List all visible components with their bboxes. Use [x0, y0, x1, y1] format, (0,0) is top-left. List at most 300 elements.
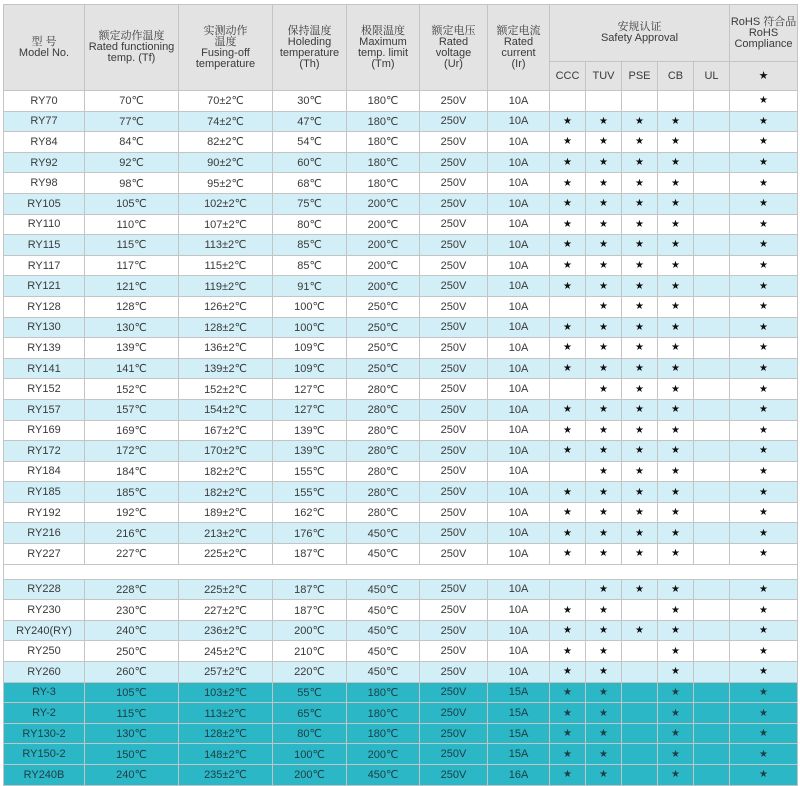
cell-max-temp: 450℃ — [347, 620, 420, 641]
cell-cb-star-icon: ★ — [658, 152, 694, 173]
cell-ccc-star-icon: ★ — [550, 338, 586, 359]
table-row — [4, 723, 798, 744]
table-row — [4, 620, 798, 641]
cell-ul-star-icon — [694, 482, 730, 503]
cell-holding-temp: 139℃ — [273, 441, 347, 462]
cell-tuv-star-icon — [586, 91, 622, 112]
cell-ccc-star-icon: ★ — [550, 544, 586, 565]
header-rated-voltage-en1: Rated — [438, 35, 469, 48]
cell-ccc-star-icon — [550, 461, 586, 482]
cell-holding-temp: 60℃ — [273, 152, 347, 173]
header-model-en: Model No. — [18, 46, 70, 59]
cell-rated-temp: 139℃ — [85, 338, 179, 359]
cell-ccc-star-icon: ★ — [550, 132, 586, 153]
cell-model: RY150-2 — [4, 744, 85, 765]
cell-model: RY192 — [4, 502, 85, 523]
cell-tuv-star-icon: ★ — [586, 132, 622, 153]
table-row — [4, 296, 798, 317]
table-row — [4, 152, 798, 173]
cell-rated-current: 10A — [488, 502, 550, 523]
cell-pse-star-icon: ★ — [622, 399, 658, 420]
cell-model: RY260 — [4, 662, 85, 683]
cell-holding-temp: 30℃ — [273, 91, 347, 112]
cell-fusing-temp: 257±2℃ — [179, 662, 273, 683]
cell-max-temp: 280℃ — [347, 441, 420, 462]
cell-cb-star-icon: ★ — [658, 723, 694, 744]
cell-rated-current: 10A — [488, 317, 550, 338]
cell-fusing-temp: 182±2℃ — [179, 461, 273, 482]
cell-ccc-star-icon: ★ — [550, 641, 586, 662]
cell-ul-star-icon — [694, 296, 730, 317]
cell-max-temp: 250℃ — [347, 296, 420, 317]
cell-rohs-star-icon: ★ — [730, 235, 798, 256]
cell-fusing-temp: 225±2℃ — [179, 544, 273, 565]
table-row — [4, 420, 798, 441]
cell-rated-current: 10A — [488, 523, 550, 544]
cell-ul-star-icon — [694, 523, 730, 544]
cell-rated-current: 10A — [488, 255, 550, 276]
cell-rated-current: 10A — [488, 111, 550, 132]
cell-tuv-star-icon: ★ — [586, 620, 622, 641]
table-row — [4, 682, 798, 703]
cell-pse-star-icon: ★ — [622, 317, 658, 338]
cell-pse-star-icon — [622, 662, 658, 683]
cell-holding-temp: 75℃ — [273, 193, 347, 214]
cell-holding-temp: 187℃ — [273, 600, 347, 621]
table-row — [4, 132, 798, 153]
header-rated-temp-zh: 额定动作温度 — [98, 30, 165, 42]
cell-max-temp: 450℃ — [347, 544, 420, 565]
header-fusing-temp-zh2: 温度 — [214, 35, 237, 48]
cell-tuv-star-icon: ★ — [586, 765, 622, 786]
cell-ccc-star-icon: ★ — [550, 152, 586, 173]
header-cert-pse: PSE — [622, 62, 658, 91]
cell-rated-temp: 250℃ — [85, 641, 179, 662]
header-cert-tuv: TUV — [586, 62, 622, 91]
table-row — [4, 91, 798, 112]
header-rated-temp — [85, 5, 179, 91]
cell-pse-star-icon: ★ — [622, 502, 658, 523]
cell-holding-temp: 100℃ — [273, 317, 347, 338]
cell-rated-current: 10A — [488, 441, 550, 462]
cell-cb-star-icon: ★ — [658, 420, 694, 441]
cell-rated-temp: 185℃ — [85, 482, 179, 503]
cell-pse-star-icon — [622, 600, 658, 621]
cell-model: RY227 — [4, 544, 85, 565]
cell-model: RY230 — [4, 600, 85, 621]
cell-rohs-star-icon: ★ — [730, 379, 798, 400]
cell-ul-star-icon — [694, 255, 730, 276]
cell-fusing-temp: 82±2℃ — [179, 132, 273, 153]
cell-ul-star-icon — [694, 579, 730, 600]
cell-rated-voltage: 250V — [420, 193, 488, 214]
cell-rated-current: 10A — [488, 338, 550, 359]
cell-tuv-star-icon: ★ — [586, 379, 622, 400]
table-section-gap — [4, 564, 798, 579]
cell-rated-temp: 172℃ — [85, 441, 179, 462]
cell-holding-temp: 47℃ — [273, 111, 347, 132]
cell-model: RY84 — [4, 132, 85, 153]
cell-holding-temp: 85℃ — [273, 235, 347, 256]
cell-rated-temp: 150℃ — [85, 744, 179, 765]
cell-holding-temp: 68℃ — [273, 173, 347, 194]
cell-fusing-temp: 189±2℃ — [179, 502, 273, 523]
cell-ccc-star-icon: ★ — [550, 765, 586, 786]
header-safety-en: Safety Approval — [600, 32, 679, 44]
cell-holding-temp: 91℃ — [273, 276, 347, 297]
cell-rated-current: 10A — [488, 358, 550, 379]
header-holding-temp-en3: (Th) — [299, 57, 320, 70]
cell-rohs-star-icon: ★ — [730, 482, 798, 503]
cell-rated-temp: 121℃ — [85, 276, 179, 297]
cell-tuv-star-icon: ★ — [586, 317, 622, 338]
table-header — [4, 5, 798, 91]
cell-rohs-star-icon: ★ — [730, 255, 798, 276]
cell-rated-voltage: 250V — [420, 600, 488, 621]
cell-fusing-temp: 245±2℃ — [179, 641, 273, 662]
table-row — [4, 441, 798, 462]
table-row — [4, 358, 798, 379]
table-row — [4, 544, 798, 565]
cell-rated-temp: 227℃ — [85, 544, 179, 565]
cell-rated-temp: 117℃ — [85, 255, 179, 276]
cell-model: RY-3 — [4, 682, 85, 703]
cell-rated-temp: 130℃ — [85, 723, 179, 744]
cell-max-temp: 200℃ — [347, 235, 420, 256]
fuse-spec-sheet — [3, 4, 797, 786]
cell-cb-star-icon: ★ — [658, 235, 694, 256]
cell-max-temp: 200℃ — [347, 276, 420, 297]
cell-model: RY228 — [4, 579, 85, 600]
cell-max-temp: 450℃ — [347, 523, 420, 544]
cell-rated-temp: 130℃ — [85, 317, 179, 338]
cell-ccc-star-icon: ★ — [550, 620, 586, 641]
cell-ul-star-icon — [694, 152, 730, 173]
cell-rohs-star-icon: ★ — [730, 111, 798, 132]
cell-model: RY240B — [4, 765, 85, 786]
cell-ul-star-icon — [694, 276, 730, 297]
cell-ccc-star-icon: ★ — [550, 358, 586, 379]
cell-max-temp: 180℃ — [347, 111, 420, 132]
cell-model: RY98 — [4, 173, 85, 194]
table-row — [4, 276, 798, 297]
cell-rohs-star-icon: ★ — [730, 214, 798, 235]
cell-rated-current: 10A — [488, 152, 550, 173]
cell-max-temp: 180℃ — [347, 152, 420, 173]
cell-model: RY121 — [4, 276, 85, 297]
cell-tuv-star-icon: ★ — [586, 111, 622, 132]
cell-ccc-star-icon: ★ — [550, 193, 586, 214]
header-fusing-temp-zh: 实测动作 — [203, 24, 248, 37]
cell-rated-temp: 84℃ — [85, 132, 179, 153]
cell-rated-current: 10A — [488, 399, 550, 420]
cell-rated-temp: 192℃ — [85, 502, 179, 523]
cell-cb-star-icon: ★ — [658, 461, 694, 482]
cell-ul-star-icon — [694, 235, 730, 256]
cell-cb-star-icon: ★ — [658, 379, 694, 400]
cell-max-temp: 200℃ — [347, 193, 420, 214]
cell-rated-voltage: 250V — [420, 723, 488, 744]
cell-rated-voltage: 250V — [420, 682, 488, 703]
cell-holding-temp: 65℃ — [273, 703, 347, 724]
cell-fusing-temp: 103±2℃ — [179, 682, 273, 703]
cell-pse-star-icon: ★ — [622, 420, 658, 441]
table-row — [4, 338, 798, 359]
cell-rohs-star-icon: ★ — [730, 152, 798, 173]
cell-ul-star-icon — [694, 111, 730, 132]
cell-cb-star-icon: ★ — [658, 358, 694, 379]
cell-max-temp: 200℃ — [347, 255, 420, 276]
cell-tuv-star-icon: ★ — [586, 420, 622, 441]
cell-ul-star-icon — [694, 91, 730, 112]
cell-holding-temp: 55℃ — [273, 682, 347, 703]
cell-rohs-star-icon: ★ — [730, 317, 798, 338]
cell-rated-current: 16A — [488, 765, 550, 786]
cell-cb-star-icon: ★ — [658, 338, 694, 359]
cell-rated-temp: 115℃ — [85, 235, 179, 256]
table-row — [4, 744, 798, 765]
cell-rated-voltage: 250V — [420, 152, 488, 173]
cell-ul-star-icon — [694, 765, 730, 786]
cell-tuv-star-icon: ★ — [586, 358, 622, 379]
cell-model: RY92 — [4, 152, 85, 173]
table-row — [4, 523, 798, 544]
cell-rated-temp: 240℃ — [85, 620, 179, 641]
table-row — [4, 379, 798, 400]
cell-model: RY216 — [4, 523, 85, 544]
cell-rohs-star-icon: ★ — [730, 579, 798, 600]
cell-cb-star-icon: ★ — [658, 255, 694, 276]
cell-rated-voltage: 250V — [420, 502, 488, 523]
cell-rated-temp: 169℃ — [85, 420, 179, 441]
cell-fusing-temp: 74±2℃ — [179, 111, 273, 132]
cell-rated-voltage: 250V — [420, 441, 488, 462]
cell-rated-current: 10A — [488, 544, 550, 565]
cell-pse-star-icon — [622, 744, 658, 765]
cell-fusing-temp: 136±2℃ — [179, 338, 273, 359]
cell-pse-star-icon: ★ — [622, 193, 658, 214]
cell-pse-star-icon: ★ — [622, 214, 658, 235]
cell-fusing-temp: 139±2℃ — [179, 358, 273, 379]
cell-rated-current: 10A — [488, 482, 550, 503]
cell-rohs-star-icon: ★ — [730, 723, 798, 744]
cell-ul-star-icon — [694, 682, 730, 703]
header-rated-current-en3: (Ir) — [511, 57, 526, 70]
cell-rated-voltage: 250V — [420, 482, 488, 503]
cell-tuv-star-icon: ★ — [586, 523, 622, 544]
cell-cb-star-icon: ★ — [658, 744, 694, 765]
header-rated-voltage-en2: voltage — [435, 46, 472, 59]
cell-ul-star-icon — [694, 662, 730, 683]
cell-rated-current: 10A — [488, 461, 550, 482]
cell-holding-temp: 162℃ — [273, 502, 347, 523]
table-row — [4, 662, 798, 683]
cell-rated-current: 10A — [488, 296, 550, 317]
cell-model: RY250 — [4, 641, 85, 662]
cell-max-temp: 450℃ — [347, 600, 420, 621]
cell-max-temp: 180℃ — [347, 132, 420, 153]
cell-fusing-temp: 113±2℃ — [179, 235, 273, 256]
cell-model: RY152 — [4, 379, 85, 400]
cell-rohs-star-icon: ★ — [730, 703, 798, 724]
cell-cb-star-icon: ★ — [658, 703, 694, 724]
cell-holding-temp: 109℃ — [273, 358, 347, 379]
table-row — [4, 193, 798, 214]
cell-rated-voltage: 250V — [420, 579, 488, 600]
cell-model: RY141 — [4, 358, 85, 379]
cell-ccc-star-icon: ★ — [550, 276, 586, 297]
cell-ccc-star-icon: ★ — [550, 420, 586, 441]
cell-pse-star-icon: ★ — [622, 482, 658, 503]
cell-rated-current: 10A — [488, 662, 550, 683]
cell-pse-star-icon: ★ — [622, 255, 658, 276]
cell-holding-temp: 54℃ — [273, 132, 347, 153]
header-model — [4, 5, 85, 91]
cell-cb-star-icon: ★ — [658, 132, 694, 153]
table-row — [4, 600, 798, 621]
cell-model: RY70 — [4, 91, 85, 112]
cell-rohs-star-icon: ★ — [730, 173, 798, 194]
cell-holding-temp: 200℃ — [273, 765, 347, 786]
cell-fusing-temp: 70±2℃ — [179, 91, 273, 112]
table-row — [4, 482, 798, 503]
cell-ul-star-icon — [694, 703, 730, 724]
cell-ul-star-icon — [694, 620, 730, 641]
cell-rated-temp: 110℃ — [85, 214, 179, 235]
cell-holding-temp: 139℃ — [273, 420, 347, 441]
table-row — [4, 461, 798, 482]
cell-ccc-star-icon: ★ — [550, 703, 586, 724]
cell-rohs-star-icon: ★ — [730, 296, 798, 317]
cell-model: RY184 — [4, 461, 85, 482]
cell-fusing-temp: 113±2℃ — [179, 703, 273, 724]
cell-rated-current: 10A — [488, 235, 550, 256]
cell-rated-current: 10A — [488, 620, 550, 641]
cell-fusing-temp: 107±2℃ — [179, 214, 273, 235]
cell-pse-star-icon: ★ — [622, 338, 658, 359]
cell-model: RY130-2 — [4, 723, 85, 744]
cell-cb-star-icon: ★ — [658, 317, 694, 338]
cell-pse-star-icon: ★ — [622, 358, 658, 379]
table-row — [4, 641, 798, 662]
table-row — [4, 255, 798, 276]
header-safety-approval — [550, 5, 730, 62]
cell-rated-voltage: 250V — [420, 132, 488, 153]
cell-rated-voltage: 250V — [420, 235, 488, 256]
header-holding-temp-en1: Holeding — [287, 35, 332, 48]
cell-fusing-temp: 182±2℃ — [179, 482, 273, 503]
cell-ccc-star-icon: ★ — [550, 441, 586, 462]
cell-cb-star-icon: ★ — [658, 193, 694, 214]
cell-cb-star-icon: ★ — [658, 399, 694, 420]
cell-pse-star-icon — [622, 682, 658, 703]
header-rated-temp-en1: Rated functioning — [88, 41, 175, 53]
cell-rated-voltage: 250V — [420, 765, 488, 786]
cell-ccc-star-icon: ★ — [550, 235, 586, 256]
header-rated-voltage — [420, 5, 488, 91]
cell-rated-current: 10A — [488, 276, 550, 297]
cell-rated-temp: 184℃ — [85, 461, 179, 482]
cell-tuv-star-icon: ★ — [586, 214, 622, 235]
cell-rohs-star-icon: ★ — [730, 641, 798, 662]
cell-rohs-star-icon: ★ — [730, 132, 798, 153]
cell-ccc-star-icon: ★ — [550, 399, 586, 420]
cell-ul-star-icon — [694, 132, 730, 153]
cell-pse-star-icon: ★ — [622, 276, 658, 297]
cell-ul-star-icon — [694, 441, 730, 462]
cell-cb-star-icon: ★ — [658, 276, 694, 297]
table-row — [4, 579, 798, 600]
header-rohs-en2: Compliance — [734, 37, 793, 50]
cell-max-temp: 280℃ — [347, 379, 420, 400]
cell-pse-star-icon — [622, 703, 658, 724]
cell-fusing-temp: 90±2℃ — [179, 152, 273, 173]
cell-tuv-star-icon: ★ — [586, 723, 622, 744]
cell-pse-star-icon — [622, 641, 658, 662]
cell-holding-temp: 187℃ — [273, 579, 347, 600]
cell-rated-voltage: 250V — [420, 358, 488, 379]
cell-holding-temp: 80℃ — [273, 214, 347, 235]
cell-rated-temp: 260℃ — [85, 662, 179, 683]
cell-rated-current: 10A — [488, 91, 550, 112]
cell-pse-star-icon: ★ — [622, 579, 658, 600]
header-max-temp-en3: (Tm) — [371, 57, 395, 70]
cell-cb-star-icon: ★ — [658, 502, 694, 523]
header-safety-zh: 安规认证 — [617, 21, 662, 33]
cell-rated-temp: 152℃ — [85, 379, 179, 400]
cell-max-temp: 180℃ — [347, 703, 420, 724]
cell-max-temp: 450℃ — [347, 765, 420, 786]
cell-ul-star-icon — [694, 744, 730, 765]
cell-ul-star-icon — [694, 317, 730, 338]
cell-holding-temp: 210℃ — [273, 641, 347, 662]
cell-fusing-temp: 227±2℃ — [179, 600, 273, 621]
cell-pse-star-icon: ★ — [622, 132, 658, 153]
cell-rated-temp: 115℃ — [85, 703, 179, 724]
header-fusing-temp-en1: Fusing-off — [201, 46, 250, 59]
cell-ccc-star-icon: ★ — [550, 682, 586, 703]
cell-ul-star-icon — [694, 461, 730, 482]
cell-ccc-star-icon: ★ — [550, 723, 586, 744]
header-rohs-en1: RoHS — [748, 26, 779, 39]
cell-pse-star-icon: ★ — [622, 523, 658, 544]
cell-rohs-star-icon: ★ — [730, 744, 798, 765]
cell-max-temp: 450℃ — [347, 579, 420, 600]
cell-cb-star-icon: ★ — [658, 111, 694, 132]
cell-tuv-star-icon: ★ — [586, 255, 622, 276]
cell-max-temp: 450℃ — [347, 641, 420, 662]
cell-tuv-star-icon: ★ — [586, 441, 622, 462]
cell-cb-star-icon: ★ — [658, 765, 694, 786]
cell-pse-star-icon: ★ — [622, 544, 658, 565]
cell-pse-star-icon: ★ — [622, 379, 658, 400]
header-rated-current-zh: 额定电流 — [496, 24, 541, 37]
cell-rated-current: 15A — [488, 682, 550, 703]
cell-max-temp: 250℃ — [347, 358, 420, 379]
cell-cb-star-icon: ★ — [658, 214, 694, 235]
cell-ul-star-icon — [694, 193, 730, 214]
cell-rohs-star-icon: ★ — [730, 461, 798, 482]
cell-ul-star-icon — [694, 338, 730, 359]
cell-tuv-star-icon: ★ — [586, 235, 622, 256]
cell-tuv-star-icon: ★ — [586, 276, 622, 297]
cell-fusing-temp: 170±2℃ — [179, 441, 273, 462]
cell-max-temp: 180℃ — [347, 173, 420, 194]
cell-rated-voltage: 250V — [420, 173, 488, 194]
cell-cb-star-icon: ★ — [658, 641, 694, 662]
cell-tuv-star-icon: ★ — [586, 682, 622, 703]
cell-holding-temp: 100℃ — [273, 296, 347, 317]
